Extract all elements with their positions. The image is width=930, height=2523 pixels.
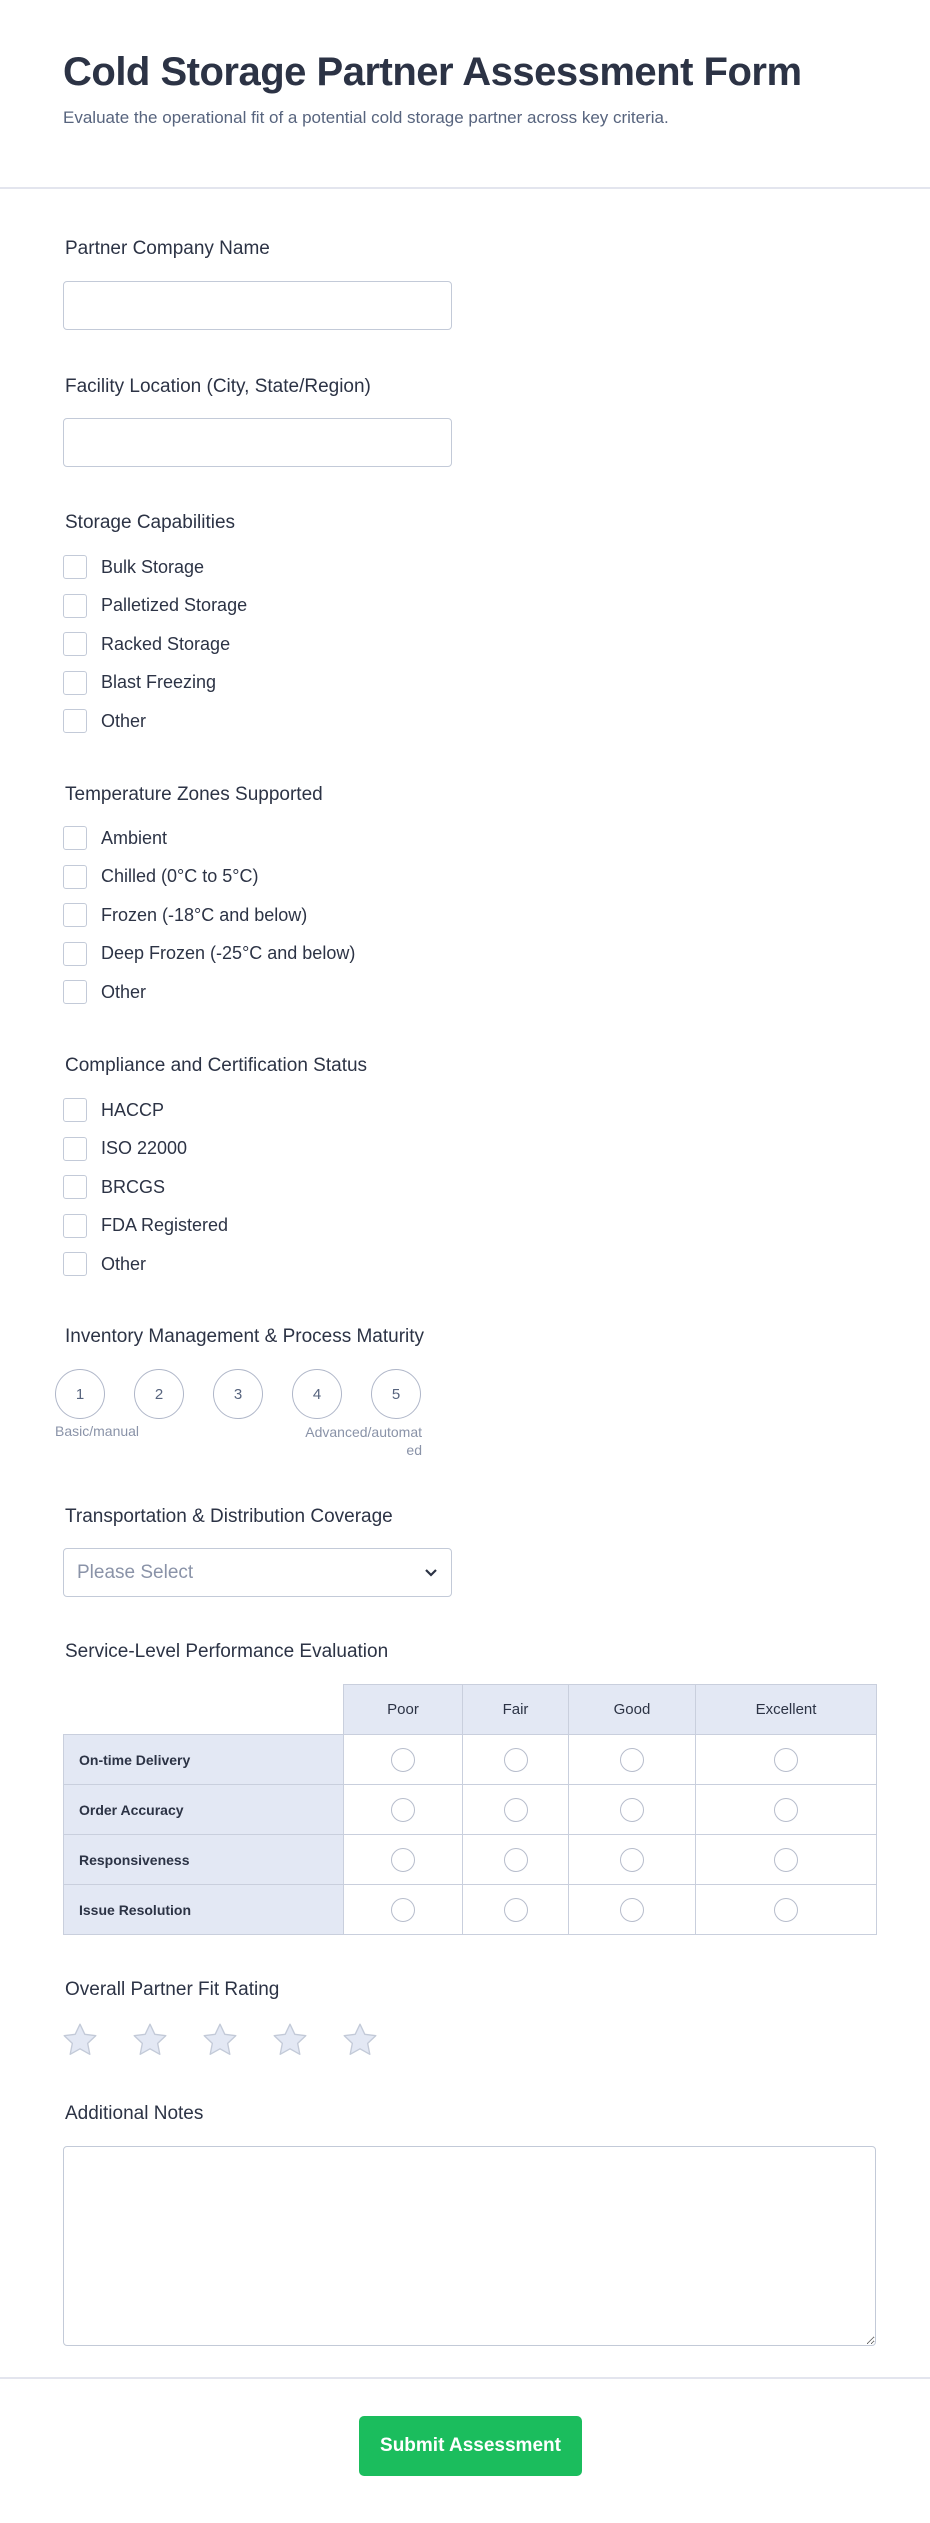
- matrix-row: [64, 1735, 877, 1785]
- checkbox[interactable]: [63, 632, 87, 656]
- checkbox[interactable]: [63, 1214, 87, 1238]
- compliance-label: Compliance and Certification Status: [65, 1055, 368, 1076]
- scale-option-4[interactable]: 4: [292, 1369, 342, 1419]
- storage-checkbox-group: [63, 548, 247, 741]
- star-icon[interactable]: [60, 2020, 100, 2060]
- service-label: Service-Level Performance Evaluation: [65, 1641, 389, 1662]
- header-divider: [0, 187, 930, 189]
- checkbox[interactable]: [63, 594, 87, 618]
- checkbox[interactable]: [63, 1252, 87, 1276]
- transport-select[interactable]: [63, 1548, 452, 1597]
- checkbox-option[interactable]: [63, 973, 355, 1012]
- checkbox[interactable]: [63, 709, 87, 733]
- matrix-row: [64, 1835, 877, 1885]
- row-label: On-time Delivery: [64, 1735, 344, 1785]
- checkbox[interactable]: [63, 865, 87, 889]
- service-matrix: [63, 1684, 877, 1935]
- checkbox-option[interactable]: [63, 1168, 228, 1207]
- radio-button[interactable]: [504, 1898, 528, 1922]
- chevron-down-icon: [424, 1568, 438, 1578]
- checkbox-option[interactable]: [63, 1245, 228, 1284]
- scale-option-3[interactable]: 3: [213, 1369, 263, 1419]
- checkbox-option[interactable]: [63, 1130, 228, 1169]
- checkbox[interactable]: [63, 1175, 87, 1199]
- checkbox-label: Other: [101, 710, 147, 731]
- checkbox[interactable]: [63, 980, 87, 1004]
- checkbox-label: Other: [101, 1253, 147, 1274]
- checkbox[interactable]: [63, 671, 87, 695]
- radio-button[interactable]: [391, 1898, 415, 1922]
- checkbox-label: Bulk Storage: [101, 556, 205, 577]
- radio-button[interactable]: [504, 1798, 528, 1822]
- checkbox[interactable]: [63, 1137, 87, 1161]
- submit-button[interactable]: Submit Assessment: [359, 2416, 582, 2476]
- radio-button[interactable]: [774, 1848, 798, 1872]
- checkbox[interactable]: [63, 942, 87, 966]
- checkbox-option[interactable]: [63, 1207, 228, 1246]
- checkbox-label: Deep Frozen (-25°C and below): [101, 943, 356, 964]
- checkbox-label: Other: [101, 981, 147, 1002]
- radio-button[interactable]: [620, 1848, 644, 1872]
- checkbox-label: Blast Freezing: [101, 672, 217, 693]
- checkbox-label: HACCP: [101, 1099, 165, 1120]
- page-title: Cold Storage Partner Assessment Form: [63, 50, 802, 94]
- location-input[interactable]: [63, 418, 452, 467]
- scale-option-1[interactable]: 1: [55, 1369, 105, 1419]
- compliance-checkbox-group: [63, 1091, 228, 1284]
- checkbox[interactable]: [63, 1098, 87, 1122]
- star-icon[interactable]: [200, 2020, 240, 2060]
- radio-button[interactable]: [620, 1748, 644, 1772]
- star-rating: [60, 2020, 380, 2060]
- row-label: Issue Resolution: [64, 1885, 344, 1935]
- radio-button[interactable]: [391, 1798, 415, 1822]
- radio-button[interactable]: [774, 1898, 798, 1922]
- maturity-scale: [55, 1369, 421, 1419]
- notes-textarea[interactable]: [63, 2146, 876, 2346]
- column-header: Poor: [344, 1685, 463, 1735]
- checkbox-label: BRCGS: [101, 1176, 166, 1197]
- maturity-label: Inventory Management & Process Maturity: [65, 1326, 425, 1347]
- company-name-label: Partner Company Name: [65, 238, 270, 259]
- checkbox-option[interactable]: [63, 935, 355, 974]
- matrix-row: [64, 1885, 877, 1935]
- checkbox[interactable]: [63, 826, 87, 850]
- scale-option-2[interactable]: 2: [134, 1369, 184, 1419]
- transport-label: Transportation & Distribution Coverage: [65, 1506, 393, 1527]
- checkbox-label: Racked Storage: [101, 633, 231, 654]
- column-header: Excellent: [696, 1685, 877, 1735]
- temperature-checkbox-group: [63, 819, 355, 1012]
- checkbox-option[interactable]: [63, 664, 247, 703]
- storage-label: Storage Capabilities: [65, 512, 236, 533]
- radio-button[interactable]: [504, 1848, 528, 1872]
- matrix-row: [64, 1785, 877, 1835]
- checkbox-option[interactable]: [63, 587, 247, 626]
- checkbox-option[interactable]: [63, 548, 247, 587]
- checkbox-option[interactable]: [63, 858, 355, 897]
- company-name-input[interactable]: [63, 281, 452, 330]
- checkbox-option[interactable]: [63, 819, 355, 858]
- footer-divider: [0, 2377, 930, 2379]
- checkbox-label: FDA Registered: [101, 1215, 229, 1236]
- column-header: Good: [569, 1685, 696, 1735]
- star-icon[interactable]: [270, 2020, 310, 2060]
- radio-button[interactable]: [391, 1748, 415, 1772]
- temperature-label: Temperature Zones Supported: [65, 784, 323, 805]
- checkbox-label: Chilled (0°C to 5°C): [101, 866, 259, 887]
- location-label: Facility Location (City, State/Region): [65, 376, 371, 397]
- scale-option-5[interactable]: 5: [371, 1369, 421, 1419]
- radio-button[interactable]: [774, 1798, 798, 1822]
- row-label: Responsiveness: [64, 1835, 344, 1885]
- star-icon[interactable]: [340, 2020, 380, 2060]
- star-icon[interactable]: [130, 2020, 170, 2060]
- notes-label: Additional Notes: [65, 2103, 204, 2124]
- radio-button[interactable]: [620, 1898, 644, 1922]
- row-label: Order Accuracy: [64, 1785, 344, 1835]
- checkbox[interactable]: [63, 555, 87, 579]
- rating-label: Overall Partner Fit Rating: [65, 1979, 280, 2000]
- checkbox[interactable]: [63, 903, 87, 927]
- scale-min-label: Basic/manual: [55, 1423, 140, 1439]
- select-placeholder: Please Select: [77, 1561, 194, 1583]
- checkbox-option[interactable]: [63, 702, 247, 741]
- scale-max-label: Advanced/automated: [305, 1424, 422, 1458]
- radio-button[interactable]: [774, 1748, 798, 1772]
- checkbox-label: Palletized Storage: [101, 595, 248, 616]
- checkbox-option[interactable]: [63, 625, 247, 664]
- column-header: Fair: [463, 1685, 569, 1735]
- checkbox-label: Ambient: [101, 827, 168, 848]
- checkbox-option[interactable]: [63, 1091, 228, 1130]
- radio-button[interactable]: [504, 1748, 528, 1772]
- radio-button[interactable]: [391, 1848, 415, 1872]
- checkbox-label: ISO 22000: [101, 1138, 188, 1159]
- checkbox-option[interactable]: [63, 896, 355, 935]
- radio-button[interactable]: [620, 1798, 644, 1822]
- checkbox-label: Frozen (-18°C and below): [101, 904, 308, 925]
- page-subtitle: Evaluate the operational fit of a potential cold storage partner across key criteria.: [63, 108, 669, 127]
